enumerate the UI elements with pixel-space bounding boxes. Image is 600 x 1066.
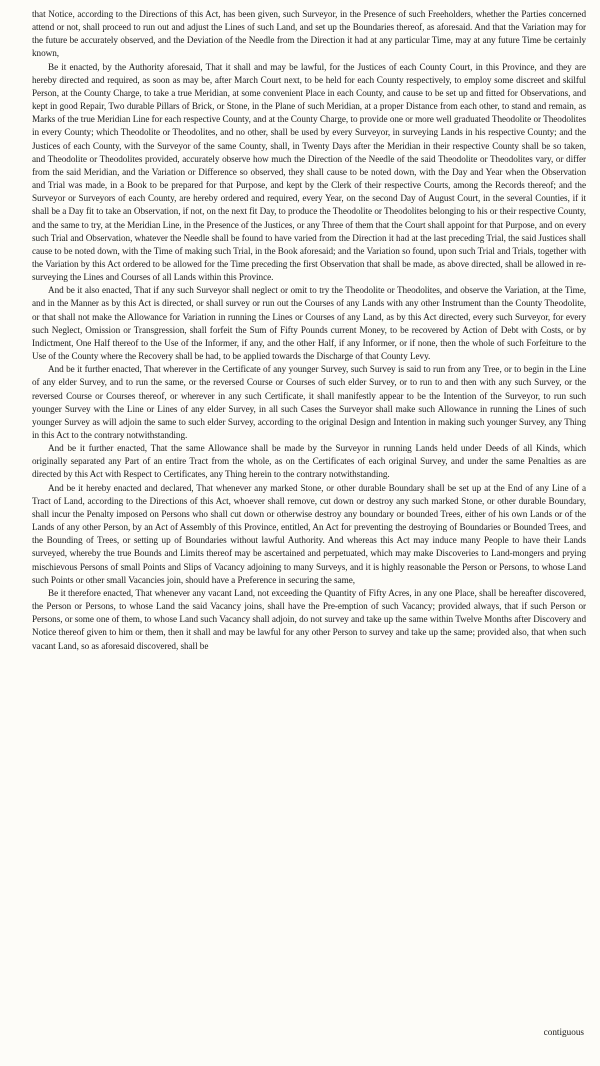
paragraph-7: Be it therefore enacted, That whenever any vacant Land, not exceeding the Quantity of Fifty Acres, in any one Place, shall be hereafter discovered, the Person or Persons, to whose Land the said Vacancy joins, shall have the Pre-emption of such Vacancy; provided always, that if such Person or Persons, or some one of them, to whose Land such Vacancy shall adjoin, do not survey and take up the same within Twelve Months after Discovery and Notice thereof given to him or them, then it shall and may be lawful for any other Person to survey and take up the same; provided also, that when such vacant Land, so as aforesaid discovered, shall be	[32, 587, 586, 651]
catchword: contiguous	[543, 1027, 584, 1037]
paragraph-3: And be it also enacted, That if any such Surveyor shall neglect or omit to try the Theodolite or Theodolites, and observe the Variation, at the Time, and in the Manner as by this Act is directed, or shall survey or run out the Courses of any Lands with any other Instrument than the County Theodolite, or that shall not make the Allowance for Variation in running the Lines or Courses of any Land, as by this Act directed, every such Surveyor, for every such Neglect, Omission or Transgression, shall forfeit the Sum of Fifty Pounds current Money, to be recovered by Action of Debt with Costs, or by Indictment, One Half thereof to the Use of the Informer, if any, and the other Half, if any Informer, or if none, then the whole of such Forfeiture to the Use of the County where the Recovery shall be had, to be applied towards the Discharge of that County Levy.	[32, 285, 586, 362]
paragraph-2: Be it enacted, by the Authority aforesaid, That it shall and may be lawful, for the Justices of each County Court, in this Province, and they are hereby directed and required, as soon as may be, after March Court next, to be held for each County respectively, to employ some discreet and skilful Person, at the County Charge, to take a true Meridian, at some convenient Place in each County, and cause to be set up and fitted for Observations, and kept in good Repair, Two durable Pillars of Brick, or Stone, in the Plane of such Meridian, at a proper Distance from each other, to stand and remain, as Marks of the true Meridian Line for each respective County, and at the County Charge, to provide one or more well graduated Theodolite or Theodolites in every County; which Theodolite or Theodolites, and no other, shall be used by every Surveyor, in surveying Lands in his respective County; and the Justices of each County, with the Surveyor of the same County, shall, in Twenty Days after the Meridian in their respective County shall be so taken, and Theodolite or Theodolites provided, accurately observe how much the Direction of the Needle of the said Theodolite or Theodolites vary, or differ from the said Meridian, and the Variation or Difference so observed, they shall cause to be noted down, with the Day and Year when the Observation and Trial was made, in a Book to be prepared for that Purpose, and kept by the Clerk of their respective Courts, among the Records thereof; and the Surveyor or Surveyors of each County, are hereby ordered and required, every Year, on the second Day of August Court, in the several Counties, if it shall be a Day fit to take an Observation, if not, on the next fit Day, to produce the Theodolite or Theodolites belonging to his or their respective County, and the same to try, at the Meridian Line, in the Presence of the Justices, or any Three of them that the Court shall appoint for that Purpose, and on every such Trial and Observation, whatever the Needle shall be found to have varied from the Direction it had at the last preceding Trial, the said Justices shall cause to be noted down, with the Time of making such Trial, in the Book aforesaid; and the Variation so found, upon such Trial and Trials, together with the Variation by this Act ordered to be allowed for the Time preceding the first Observation that shall be made, as above directed, shall be allowed in re-surveying the Lines and Courses of all Lands within this Province.	[32, 61, 586, 283]
paragraph-4: And be it further enacted, That wherever in the Certificate of any younger Survey, such Survey is said to run from any Tree, or to begin in the Line of any elder Survey, and to run the same, or the reversed Course or Courses of such elder Survey, or to run to and then with any such Survey, or the reversed Course or Courses thereof, or wherever in any such Certificate, it shall manifestly appear to be the Intention of the Surveyor, to run such younger Survey with the Line or Lines of any elder Survey, in all such Cases the Surveyor shall make such Allowance in running the Lines of such younger Survey as will adjoin the same to such elder Survey, according to the original Design and Intention in making such younger Survey, any Thing in this Act to the contrary notwithstanding.	[32, 364, 586, 440]
paragraph-5: And be it further enacted, That the same Allowance shall be made by the Surveyor in running Lands held under Deeds of all Kinds, which originally separated any Part of an entire Tract from the whole, as on the Certificates of each original Survey, and under the same Penalties as are directed by this Act with Respect to Certificates, any Thing herein to the contrary notwithstanding.	[32, 443, 586, 480]
paragraph-6: And be it hereby enacted and declared, That whenever any marked Stone, or other durable Boundary shall be set up at the End of any Line of a Tract of Land, according to the Directions of this Act, whoever shall remove, cut down or destroy any such marked Stone, or other durable Boundary, shall incur the Penalty imposed on Persons who shall cut down or otherwise destroy any boundary or bounded Trees, either of his own Lands or of the Lands of any other Person, by an Act of Assembly of this Province, entitled, An Act for preventing the destroying of Boundaries or Bounded Trees, and the Bounding of Trees, or setting up of Boundaries without lawful Authority. And whereas this Act may induce many People to have their Lands surveyed, whereby the true Bounds and Limits thereof may be ascertained and perpetuated, which may make Discoveries to Land-mongers and prying mischievous Persons of small Points and Slips of Vacancy adjoining to many Surveys, and it is highly reasonable the Person or Persons, to whose Land such Points or other small Vacancies join, should have a Preference in securing the same,	[32, 482, 586, 585]
paragraph-1: that Notice, according to the Directions of this Act, has been given, such Surveyor, in the Presence of such Freeholders, whether the Parties concerned attend or not, shall proceed to run out and adjust the Lines of such Land, and set up the Boundaries thereof, as aforesaid. And that the Variation may for the future be accurately observed, and the Deviation of the Needle from the Direction it had at any particular Time, may at any future Time be certainly known,	[32, 9, 586, 59]
